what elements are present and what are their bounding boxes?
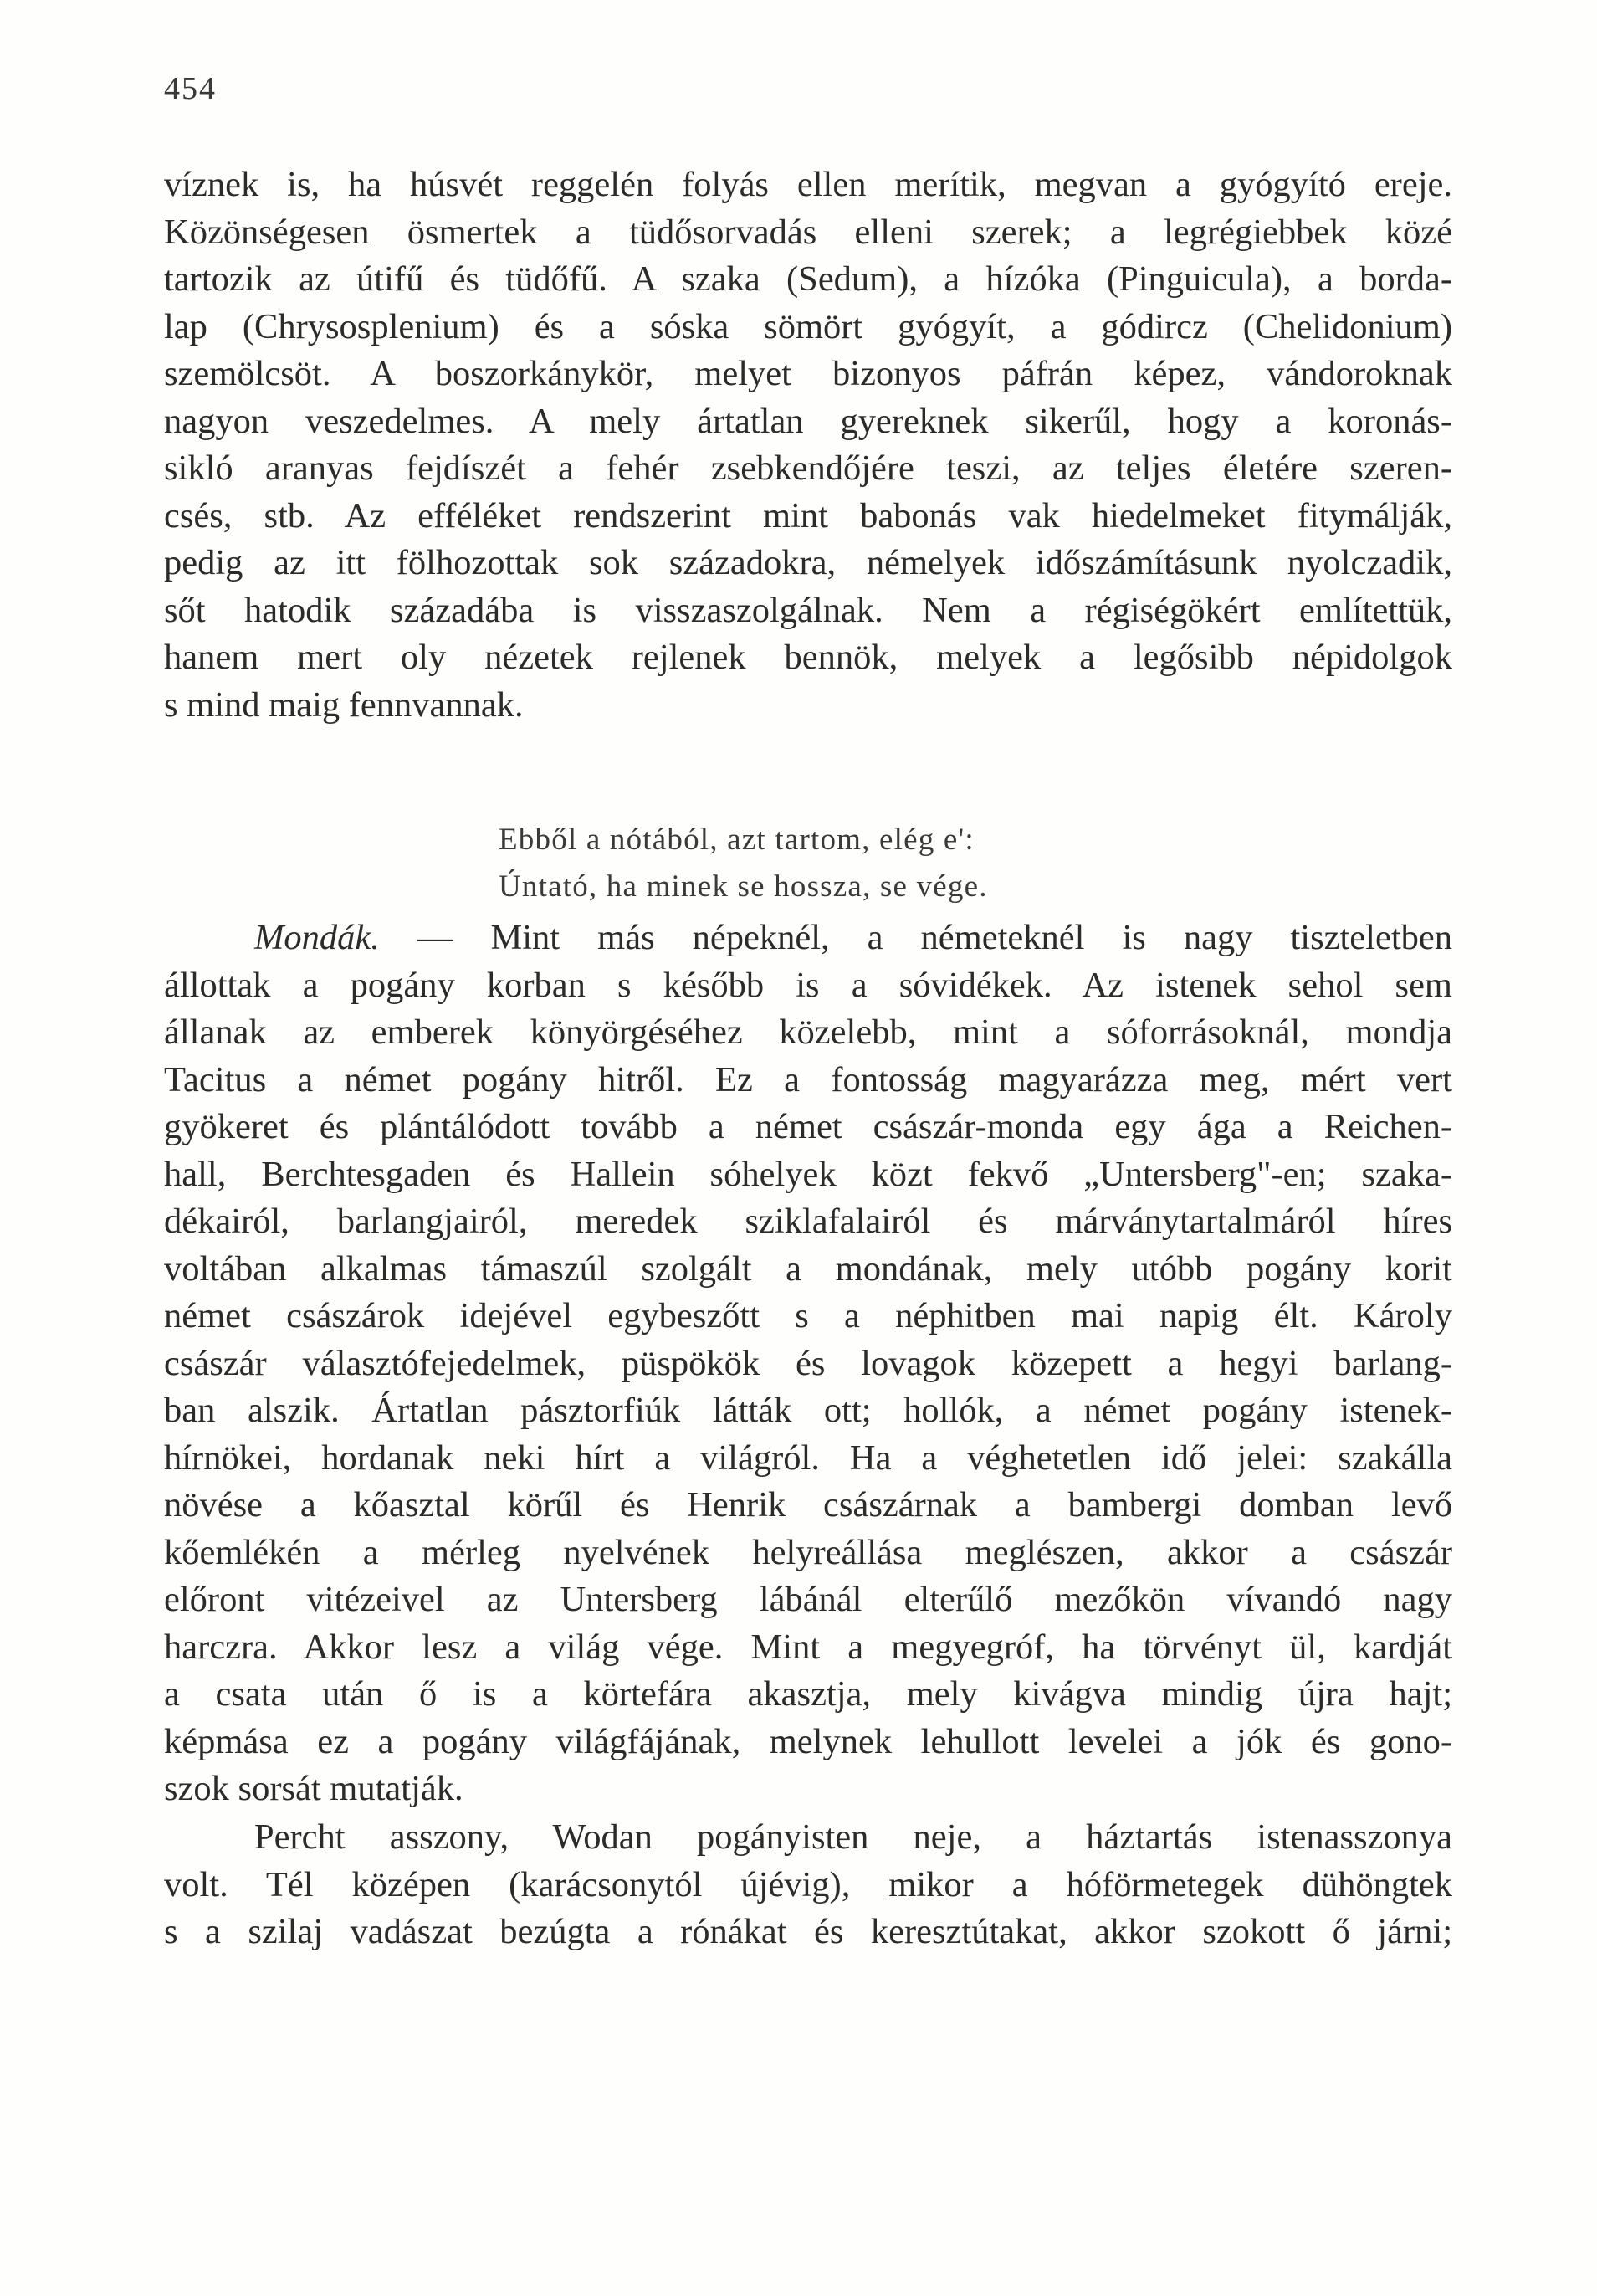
text-line: harczra. Akkor lesz a világ vége. Mint a megyegróf, ha törvényt ül, kardját: [164, 1627, 1452, 1667]
text-line: volt. Tél középen (karácsonytól újévig), mikor a hóförmetegek dühöngtek: [164, 1864, 1452, 1904]
text-line: Közönségesen ösmertek a tüdősorvadás elleni szerek; a legrégiebbek közé: [164, 212, 1452, 252]
text-line: s mind maig fennvannak.: [164, 684, 524, 725]
text-line: hírnökei, hordanak neki hírt a világról. Ha a véghetetlen idő jelei: szakálla: [164, 1438, 1452, 1478]
text-line: sikló aranyas fejdíszét a fehér zsebkendőjére teszi, az teljes életére szeren-: [164, 448, 1452, 488]
text-line: császár választófejedelmek, püspökök és lovagok közepett a hegyi barlang-: [164, 1343, 1452, 1383]
text-line: voltában alkalmas támaszúl szolgált a mondának, mely utóbb pogány korit: [164, 1248, 1452, 1289]
text-line: szemölcsöt. A boszorkánykör, melyet bizonyos páfrán képez, vándoroknak: [164, 354, 1452, 393]
text-line: víznek is, ha húsvét reggelén folyás ellen merítik, megvan a gyógyító ereje.: [164, 165, 1452, 204]
text-line: nagyon veszedelmes. A mely ártatlan gyereknek sikerűl, hogy a koronás-: [164, 401, 1452, 441]
text-line: szok sorsát mutatják.: [164, 1769, 463, 1808]
text-line: Percht asszony, Wodan pogányisten neje, a háztartás istenasszonya: [254, 1817, 1452, 1857]
text-line: képmása ez a pogány világfájának, melynek lehullott levelei a jók és gono-: [164, 1721, 1452, 1761]
text-line: lap (Chrysosplenium) és a sóska sömört gyógyít, a gódircz (Chelidonium): [164, 306, 1452, 346]
text-line: Tacitus a német pogány hitről. Ez a fontosság magyarázza meg, mért vert: [164, 1059, 1452, 1099]
page-number: 454: [164, 71, 217, 106]
verse-line: Ebből a nótából, azt tartom, elég e':: [499, 823, 975, 857]
text-line: s a szilaj vadászat bezúgta a rónákat és keresztútakat, akkor szokott ő járni;: [164, 1912, 1452, 1951]
text-line: állottak a pogány korban s később is a sóvidékek. Az istenek sehol sem: [164, 965, 1452, 1005]
text-line: ban alszik. Ártatlan pásztorfiúk látták ott; hollók, a német pogány istenek-: [164, 1391, 1452, 1430]
text-line: tartozik az útifű és tüdőfű. A szaka (Sedum), a hízóka (Pinguicula), a borda-: [164, 259, 1452, 299]
text-line: dékairól, barlangjairól, meredek sziklafalairól és márványtartalmáról híres: [164, 1202, 1452, 1241]
paragraph-2: [164, 915, 1452, 1813]
text-line: csés, stb. Az efféléket rendszerint mint babonás vak hiedelmeket fitymálják,: [164, 495, 1452, 536]
text-line: kőemlékén a mérleg nyelvének helyreállása meglészen, akkor a császár: [164, 1532, 1452, 1572]
text-line: pedig az itt fölhozottak sok századokra, némelyek időszámításunk nyolczadik,: [164, 543, 1452, 582]
heading-line-text: — Mint más népeknél, a németeknél is nagy tiszteletben: [417, 918, 1452, 957]
text-line: a csata után ő is a körtefára akasztja, mely kivágva mindig újra hajt;: [164, 1674, 1452, 1714]
verse-line: Úntató, ha minek se hossza, se vége.: [499, 869, 988, 904]
text-line: hanem mert oly nézetek rejlenek bennök, melyek a legősibb népidolgok: [164, 638, 1452, 677]
paragraph-3: [164, 1814, 1452, 1956]
text-line: hall, Berchtesgaden és Hallein sóhelyek közt fekvő „Untersberg"-en; szaka-: [164, 1154, 1452, 1194]
text-line: növése a kőasztal körűl és Henrik császárnak a bambergi domban levő: [164, 1485, 1452, 1525]
text-line: sőt hatodik századába is visszaszolgálnak. Nem a régiségökért említettük,: [164, 590, 1452, 630]
text-line: előront vitézeivel az Untersberg lábánál elterűlő mezőkön vívandó nagy: [164, 1580, 1452, 1619]
verse-quote: [499, 817, 1168, 910]
section-heading: Mondák.: [254, 918, 380, 957]
text-line: gyökeret és plántálódott tovább a német császár-monda egy ága a Reichen-: [164, 1107, 1452, 1146]
section-heading-line: [164, 915, 1452, 962]
paragraph-1: [164, 161, 1452, 729]
text-line: német császárok idejével egybeszőtt s a néphitben mai napig élt. Károly: [164, 1296, 1452, 1335]
text-line: állanak az emberek könyörgéséhez közelebb, mint a sóforrásoknál, mondja: [164, 1012, 1452, 1052]
